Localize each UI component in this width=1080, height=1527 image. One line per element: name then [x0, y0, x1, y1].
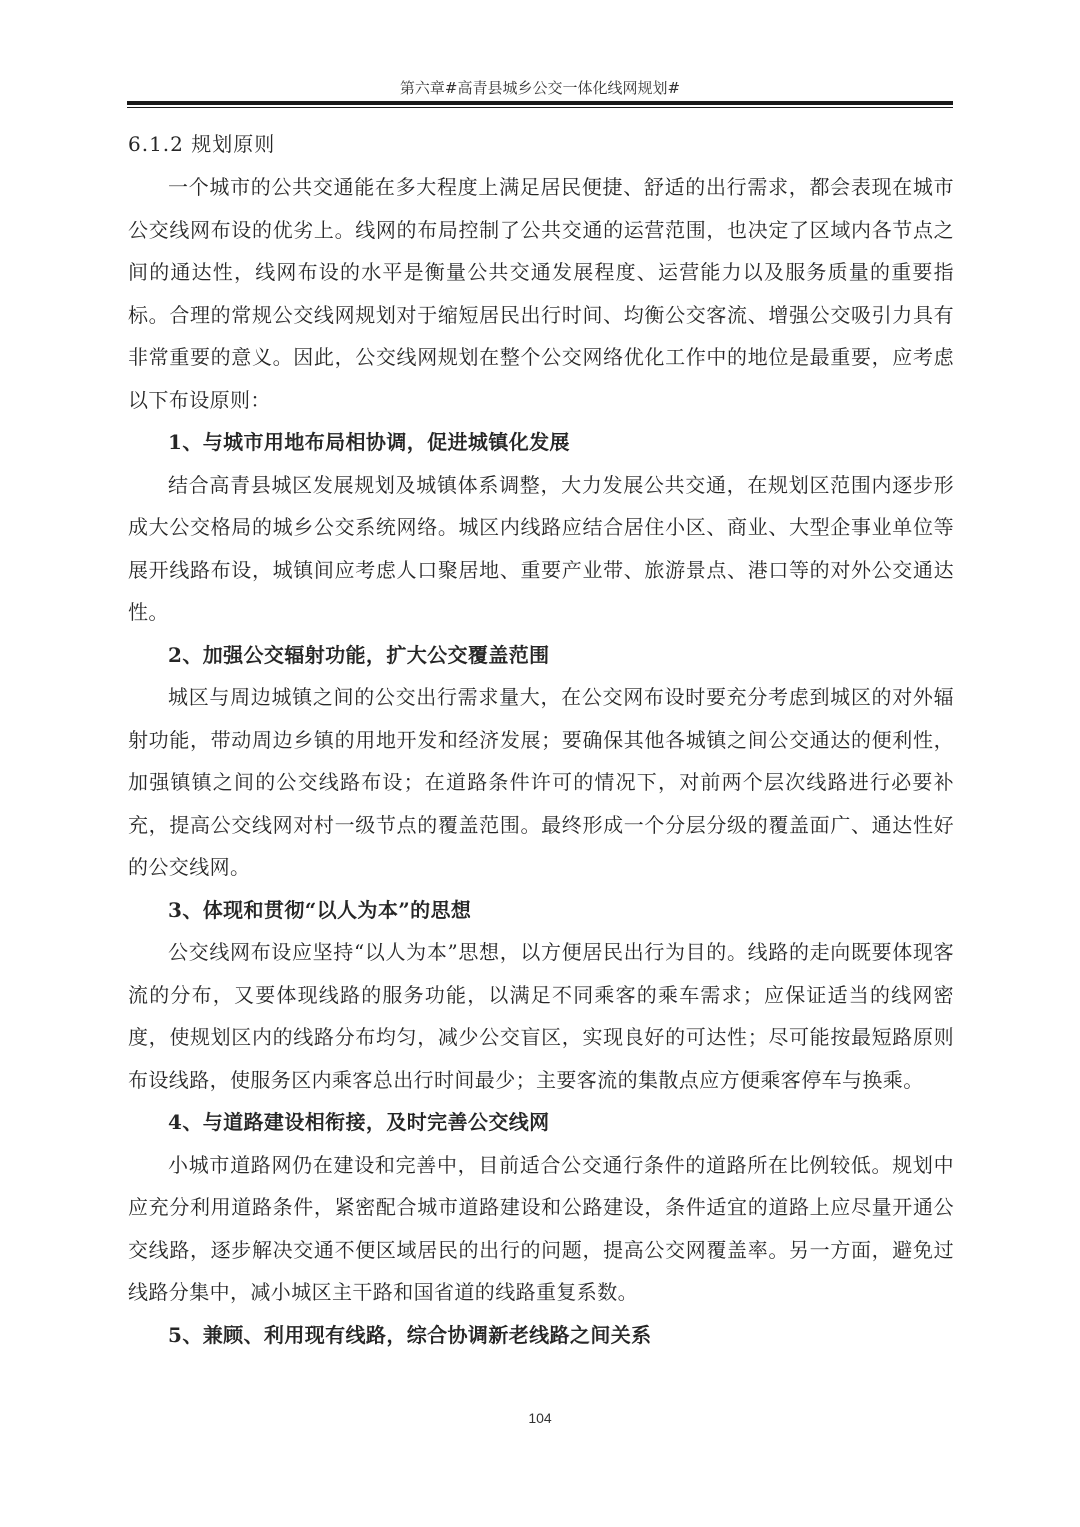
page-content	[128, 123, 954, 1356]
principle-heading-4: 4、与道路建设相衔接，及时完善公交线网	[168, 1110, 550, 1134]
header-rule-thick	[127, 101, 953, 105]
page-number: 104	[528, 1410, 552, 1426]
principle-heading-5: 5、兼顾、利用现有线路，综合协调新老线路之间关系	[168, 1322, 652, 1347]
principle-heading-1: 1、与城市用地布局相协调，促进城镇化发展	[168, 430, 570, 454]
running-header: 第六章#高青县城乡公交一体化线网规划#	[399, 79, 681, 97]
principle-heading-2: 2、加强公交辐射功能，扩大公交覆盖范围	[168, 642, 550, 667]
principle-body-4: 小城市道路网仍在建设和完善中，目前适合公交通行条件的道路所在比例较低。规划中应充分利用道路条件，紧密配合城市道路建设和公路建设，条件适宜的道路上应尽量开通公交线路，逐步解决交通不便区域居民的出行的问题，提高公交网覆盖率。另一方面，避免过线路分集中，减小城区主干路和国省道的线路重复系数。	[128, 1152, 954, 1304]
principle-heading-3: 3、体现和贯彻“以人为本”的思想	[168, 897, 472, 922]
intro-paragraph: 一个城市的公共交通能在多大程度上满足居民便捷、舒适的出行需求，都会表现在城市公交线网布设的优劣上。线网的布局控制了公共交通的运营范围，也决定了区域内各节点之间的通达性，线网布设的水平是衡量公共交通发展程度、运营能力以及服务质量的重要指标。合理的常规公交线网规划对于缩短居民出行时间、均衡公交客流、增强公交吸引力具有非常重要的意义。因此，公交线网规划在整个公交网络优化工作中的地位是最重要，应考虑以下布设原则：	[128, 175, 954, 412]
principle-body-2: 城区与周边城镇之间的公交出行需求量大，在公交网布设时要充分考虑到城区的对外辐射功能，带动周边乡镇的用地开发和经济发展；要确保其他各城镇之间公交通达的便利性，加强镇镇之间的公交线路布设；在道路条件许可的情况下，对前两个层次线路进行必要补充，提高公交线网对村一级节点的覆盖范围。最终形成一个分层分级的覆盖面广、通达性好的公交线网。	[128, 685, 954, 879]
header-rule-thin	[127, 107, 953, 108]
principle-body-3: 公交线网布设应坚持“以人为本”思想，以方便居民出行为目的。线路的走向既要体现客流的分布，又要体现线路的服务功能，以满足不同乘客的乘车需求；应保证适当的线网密度，使规划区内的线路分布均匀，减少公交盲区，实现良好的可达性；尽可能按最短路原则布设线路，使服务区内乘客总出行时间最少；主要客流的集散点应方便乘客停车与换乘。	[128, 940, 954, 1092]
section-title: 6.1.2 规划原则	[128, 132, 276, 156]
principle-body-1: 结合高青县城区发展规划及城镇体系调整，大力发展公共交通，在规划区范围内逐步形成大公交格局的城乡公交系统网络。城区内线路应结合居住小区、商业、大型企事业单位等展开线路布设，城镇间应考虑人口聚居地、重要产业带、旅游景点、港口等的对外公交通达性。	[128, 472, 954, 624]
